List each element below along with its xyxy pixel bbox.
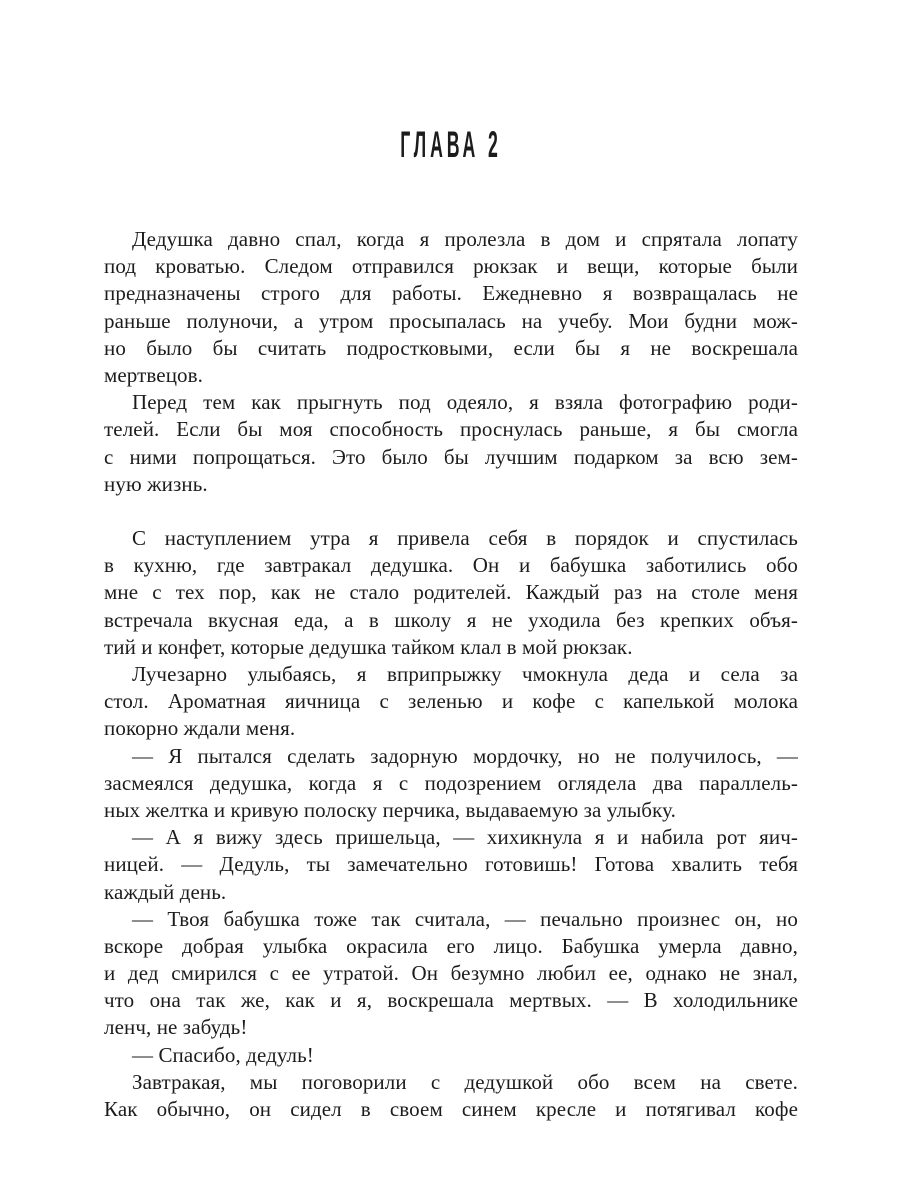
paragraph	[104, 906, 798, 1042]
text-line: но было бы считать подростковыми, если бы я не воскрешала	[104, 335, 798, 360]
text-line: Перед тем как прыгнуть под одеяло, я взяла фотографию роди-	[132, 390, 798, 415]
text-line: засмеялся дедушка, когда я с подозрением оглядела два параллель-	[104, 770, 798, 795]
paragraph	[104, 525, 798, 661]
text-line: телей. Если бы моя способность проснулась раньше, я бы смогла	[104, 417, 798, 442]
paragraph	[104, 389, 798, 498]
text-line: под кроватью. Следом отправился рюкзак и вещи, которые были	[104, 254, 798, 279]
text-line: вскоре добрая улыбка окрасила его лицо. Бабушка умерла давно,	[104, 933, 798, 958]
text-line: покорно ждали меня.	[104, 716, 296, 741]
text-line: — Спасибо, дедуль!	[132, 1042, 314, 1067]
text-line: С наступлением утра я привела себя в порядок и спустилась	[132, 526, 798, 551]
text-line: встречала вкусная еда, а в школу я не уходила без крепких объя-	[104, 607, 798, 632]
paragraph	[104, 1042, 798, 1069]
text-line: — Твоя бабушка тоже так считала, — печально произнес он, но	[132, 906, 798, 931]
text-line: Дедушка давно спал, когда я пролезла в дом и спрятала лопату	[132, 227, 798, 251]
text-line: каждый день.	[104, 879, 227, 904]
paragraph	[104, 824, 798, 906]
text-line: Лучезарно улыбаясь, я вприпрыжку чмокнула деда и села за	[132, 662, 798, 686]
text-line: — Я пытался сделать задорную мордочку, но не получилось, —	[132, 743, 798, 768]
paragraph	[104, 226, 798, 389]
text-line: что она так же, как и я, воскрешала мертвых. — В холодильнике	[104, 988, 798, 1013]
text-line: предназначены строго для работы. Ежедневно я возвращалась не	[104, 281, 798, 306]
text-line: стол. Ароматная яичница с зеленью и кофе с капелькой молока	[104, 689, 798, 714]
text-line: ных желтка и кривую полоску перчика, выдаваемую за улыбку.	[104, 797, 676, 822]
text-line: Завтракая, мы поговорили с дедушкой обо всем на свете.	[132, 1069, 798, 1094]
text-line: тий и конфет, которые дедушка тайком клал в мой рюкзак.	[104, 634, 633, 659]
text-line: раньше полуночи, а утром просыпалась на учебу. Мои будни мож-	[104, 308, 798, 333]
chapter-text	[104, 226, 798, 1123]
chapter-title: ГЛАВА 2	[400, 124, 502, 166]
text-line: и дед смирился с ее утратой. Он безумно любил ее, однако не знал,	[104, 961, 798, 986]
text-line: мне с тех пор, как не стало родителей. Каждый раз на столе меня	[104, 580, 798, 605]
text-line: Как обычно, он сидел в своем синем кресле и потягивал кофе	[104, 1097, 798, 1121]
paragraph	[104, 661, 798, 743]
text-line: ную жизнь.	[104, 471, 208, 496]
text-line: ленч, не забудь!	[104, 1015, 248, 1040]
text-line: ницей. — Дедуль, ты замечательно готовишь! Готова хвалить тебя	[104, 852, 798, 877]
text-line: мертвецов.	[104, 362, 204, 387]
text-line: в кухню, где завтракал дедушка. Он и бабушка заботились обо	[104, 553, 798, 578]
paragraph	[104, 743, 798, 825]
paragraph	[104, 1069, 798, 1123]
text-line: с ними попрощаться. Это было бы лучшим подарком за всю зем-	[104, 444, 798, 469]
text-line: — А я вижу здесь пришельца, — хихикнула я и набила рот яич-	[132, 825, 798, 850]
